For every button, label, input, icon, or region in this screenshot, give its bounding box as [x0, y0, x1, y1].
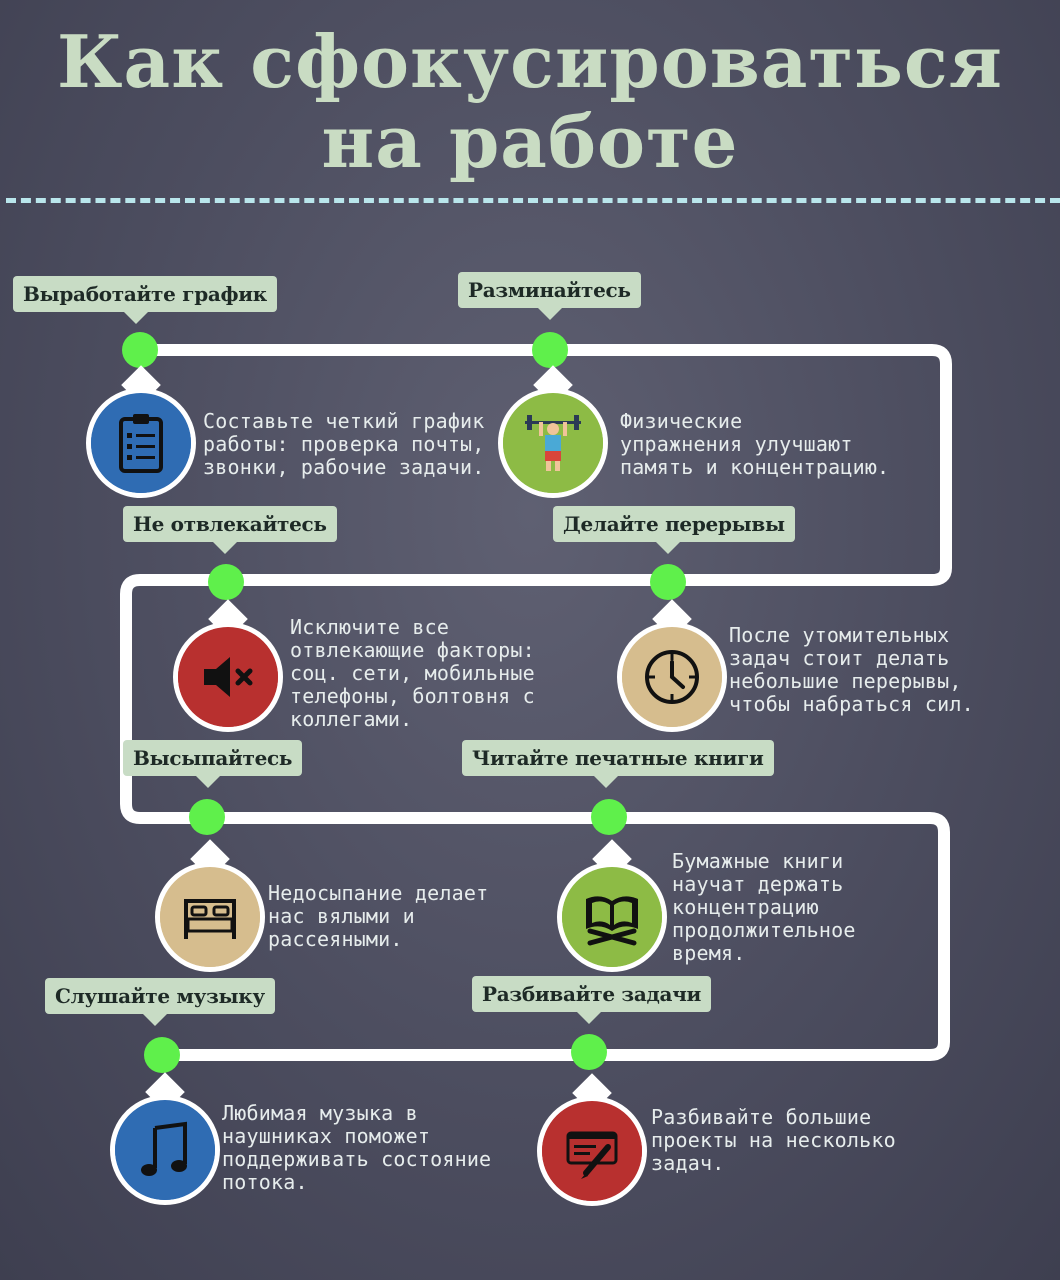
step-dot	[532, 332, 568, 368]
step-label-breaks: Делайте перерывы	[553, 506, 795, 542]
step-badge-no-distraction	[173, 622, 283, 732]
music-note-icon	[133, 1118, 197, 1182]
step-label-warmup: Разминайтесь	[458, 272, 641, 308]
step-badge-split-tasks	[537, 1096, 647, 1206]
title-line-1: Как сфокусироваться	[57, 19, 1003, 104]
title-line-2: на работе	[321, 99, 739, 184]
step-badge-books	[557, 862, 667, 972]
step-dot	[571, 1034, 607, 1070]
step-text-breaks: После утомительных задач стоит делать небольшие перерывы, чтобы набраться сил.	[729, 623, 974, 716]
open-book-icon	[580, 885, 644, 949]
mute-speaker-icon	[196, 645, 260, 709]
step-text-warmup: Физические упражнения улучшают память и концентрацию.	[620, 409, 890, 479]
step-dot	[650, 564, 686, 600]
step-dot	[144, 1037, 180, 1073]
step-text-books: Бумажные книги научат держать концентрацию продолжительное время.	[672, 849, 856, 965]
step-label-sleep: Высыпайтесь	[123, 740, 302, 776]
bed-icon	[178, 885, 242, 949]
step-badge-breaks	[617, 622, 727, 732]
step-dot	[208, 564, 244, 600]
step-label-books: Читайте печатные книги	[462, 740, 774, 776]
step-label-split-tasks: Разбивайте задачи	[472, 976, 711, 1012]
step-label-music: Слушайте музыку	[45, 978, 275, 1014]
step-text-no-distraction: Исключите все отвлекающие факторы: соц. сети, мобильные телефоны, болтовня с коллегами.	[290, 615, 535, 731]
step-badge-warmup	[498, 388, 608, 498]
step-text-split-tasks: Разбивайте большие проекты на несколько задач.	[651, 1105, 896, 1175]
step-dot	[591, 799, 627, 835]
clock-icon	[640, 645, 704, 709]
step-badge-music	[110, 1095, 220, 1205]
step-text-music: Любимая музыка в наушниках поможет поддерживать состояние потока.	[222, 1101, 492, 1194]
clipboard-checklist-icon	[109, 411, 173, 475]
step-label-schedule: Выработайте график	[13, 276, 277, 312]
step-label-no-distraction: Не отвлекайтесь	[123, 506, 337, 542]
task-list-pen-icon	[560, 1119, 624, 1183]
step-dot	[122, 332, 158, 368]
step-badge-schedule	[86, 388, 196, 498]
step-badge-sleep	[155, 862, 265, 972]
step-text-schedule: Составьте четкий график работы: проверка почты, звонки, рабочие задачи.	[203, 409, 485, 479]
weightlifter-icon	[521, 411, 585, 475]
step-text-sleep: Недосыпание делает нас вялыми и рассеяными.	[268, 881, 489, 951]
step-dot	[189, 799, 225, 835]
